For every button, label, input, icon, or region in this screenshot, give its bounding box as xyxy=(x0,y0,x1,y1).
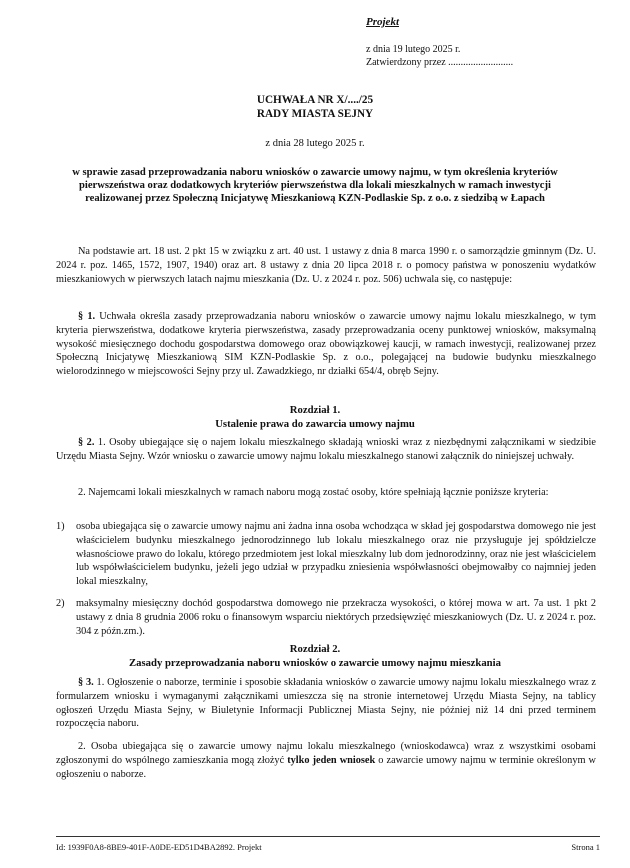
paragraph-3-point-2-b: o zawarcie umowy najmu w terminie określonym w ogłoszeniu o naborze. xyxy=(56,754,596,780)
paragraph-1-text: Uchwała określa zasady przeprowadzania naboru wniosków o zawarcie umowy najmu lokalu mieszkalnego, w tym kryteria pierwszeństwa, dodatkowe kryteria pierwszeństwa, zasady przeprowadzania oceny punktowej wniosków, maksymalną wysokość miesięcznego dochodu gospodarstwa domowego oraz obowiązkowej kaucji, w ramach inwestycji, realizowanej przez Społeczną Inicjatywę Mieszkaniową SIM KZN-Podlaskie Sp. z o.o., polegającej na budowie budynku mieszkalnego wielorodzinnego w miejscowości Sejny przy ul. Zawadzkiego, nr działki 654/4, obręb Sejny. xyxy=(56,311,596,378)
paragraph-1-mark: § 1. xyxy=(78,311,96,322)
criteria-item-1-text: osoba ubiegająca się o zawarcie umowy najmu ani żadna inna osoba wchodząca w skład jej gospodarstwa domowego nie jest właścicielem budynku mieszkalnego jednorodzinnego lub lokalu mieszkalnego oraz nie przysługuje jej spółdzielcze własnościowe prawo do lokalu, którego przedmiotem jest lokal mieszkalny lub dom jednorodzinny, oraz nie jest właścicielem lub współwłaścicielem budynku, jeżeli jego udział w przypadku zniesienia współwłasności obejmowałby co najmniej jeden lokal mieszkalny, xyxy=(76,521,596,588)
projekt-label: Projekt xyxy=(366,16,399,28)
paragraph-3-point-2-a: 2. Osoba ubiegająca się o zawarcie umowy najmu lokalu mieszkalnego (wnioskodawca) wraz z wszystkimi osobami zgłoszonymi do wspólnego zamieszkania mogą złożyć xyxy=(56,741,596,766)
preamble: Na podstawie art. 18 ust. 2 pkt 15 w związku z art. 40 ust. 1 ustawy z dnia 8 marca 1990 r. o samorządzie gminnym (Dz. U. 2024 r. poz. 1465, 1572, 1907, 1940) oraz art. 8 ustawy z dnia 20 lipca 2018 r. o pomocy państwa w ponoszeniu wydatków mieszkaniowych w pierwszych latach najmu mieszkania (Dz. U. z 2024 r. poz. 506) uchwala się, co następuje: xyxy=(56,246,596,285)
page-number: Strona 1 xyxy=(571,842,600,852)
paragraph-2-text: 1. Osoby ubiegające się o najem lokalu mieszkalnego składają wnioski wraz z niezbędnymi załącznikami w siedzibie Urzędu Miasta Sejny. Wzór wniosku o zawarcie umowy najmu lokalu mieszkalnego stanowi załącznik do niniejszej uchwały. xyxy=(56,437,596,462)
paragraph-2-mark: § 2. xyxy=(78,437,95,448)
paragraph-2-point-1 xyxy=(56,436,596,464)
chapter-1-label: Rozdział 1. xyxy=(289,404,341,416)
single-application-emphasis: tylko jeden wniosek xyxy=(287,754,376,766)
chapter-2-title: Zasady przeprowadzania naboru wniosków o zawarcie umowy najmu mieszkania xyxy=(129,657,501,669)
footer-divider xyxy=(56,836,600,837)
criteria-item-2 xyxy=(56,597,596,638)
document-id: Id: 1939F0A8-8BE9-401F-A0DE-ED51D4BA2892. Projekt xyxy=(56,842,262,852)
paragraph-3-point-2 xyxy=(56,740,596,781)
paragraph-2-point-2: 2. Najemcami lokali mieszkalnych w ramach naboru mogą zostać osoby, które spełniają łącznie poniższe kryteria: xyxy=(78,487,549,498)
chapter-2-label: Rozdział 2. xyxy=(289,643,341,655)
resolution-number: UCHWAŁA NR X/..../25 xyxy=(256,94,374,106)
criteria-item-2-number: 2) xyxy=(56,598,65,609)
paragraph-3-mark: § 3. xyxy=(78,677,94,688)
chapter-1-title: Ustalenie prawa do zawarcia umowy najmu xyxy=(215,418,415,430)
criteria-item-1 xyxy=(56,520,596,589)
criteria-item-2-text: maksymalny miesięczny dochód gospodarstwa domowego nie przekracza wysokości, o której mowa w art. 7a ust. 1 pkt 2 ustawy z dnia 8 grudnia 2006 roku o finansowym wsparciu niektórych przedsięwzięć mieszkaniowych (Dz. U. z 2024 r. poz. 304 z późn.zm.). xyxy=(76,598,596,637)
paragraph-3-text: 1. Ogłoszenie o naborze, terminie i sposobie składania wniosków o zawarcie umowy najmu lokalu mieszkalnego wraz z formularzem wniosku i wymaganymi załącznikami umieszcza się na stronie internetowej Urzędu Miasta Sejny, na tablicy ogłoszeń Urzędu Miasta Sejny, w Biuletynie Informacji Publicznej Miasta Sejny, nie później niż 14 dni przed terminem rozpoczęcia naboru. xyxy=(56,677,596,730)
criteria-item-1-number: 1) xyxy=(56,521,65,532)
paragraph-1 xyxy=(56,310,596,379)
resolution-subject: w sprawie zasad przeprowadzania naboru wniosków o zawarcie umowy najmu, w tym określenia kryteriów pierwszeństwa oraz dodatkowych kryteriów pierwszeństwa dla lokali mieszkalnych w ramach inwestycji realizowanej przez Społeczną Inicjatywę Mieszkaniową KZN-Podlaskie Sp. z o.o. z siedzibą w Łapach xyxy=(72,167,558,204)
paragraph-3-point-1 xyxy=(56,676,596,731)
council-name: RADY MIASTA SEJNY xyxy=(256,108,374,120)
approved-by: Zatwierdzony przez .......................... xyxy=(366,57,514,68)
draft-date: z dnia 19 lutego 2025 r. xyxy=(366,44,461,55)
resolution-date: z dnia 28 lutego 2025 r. xyxy=(265,138,365,149)
